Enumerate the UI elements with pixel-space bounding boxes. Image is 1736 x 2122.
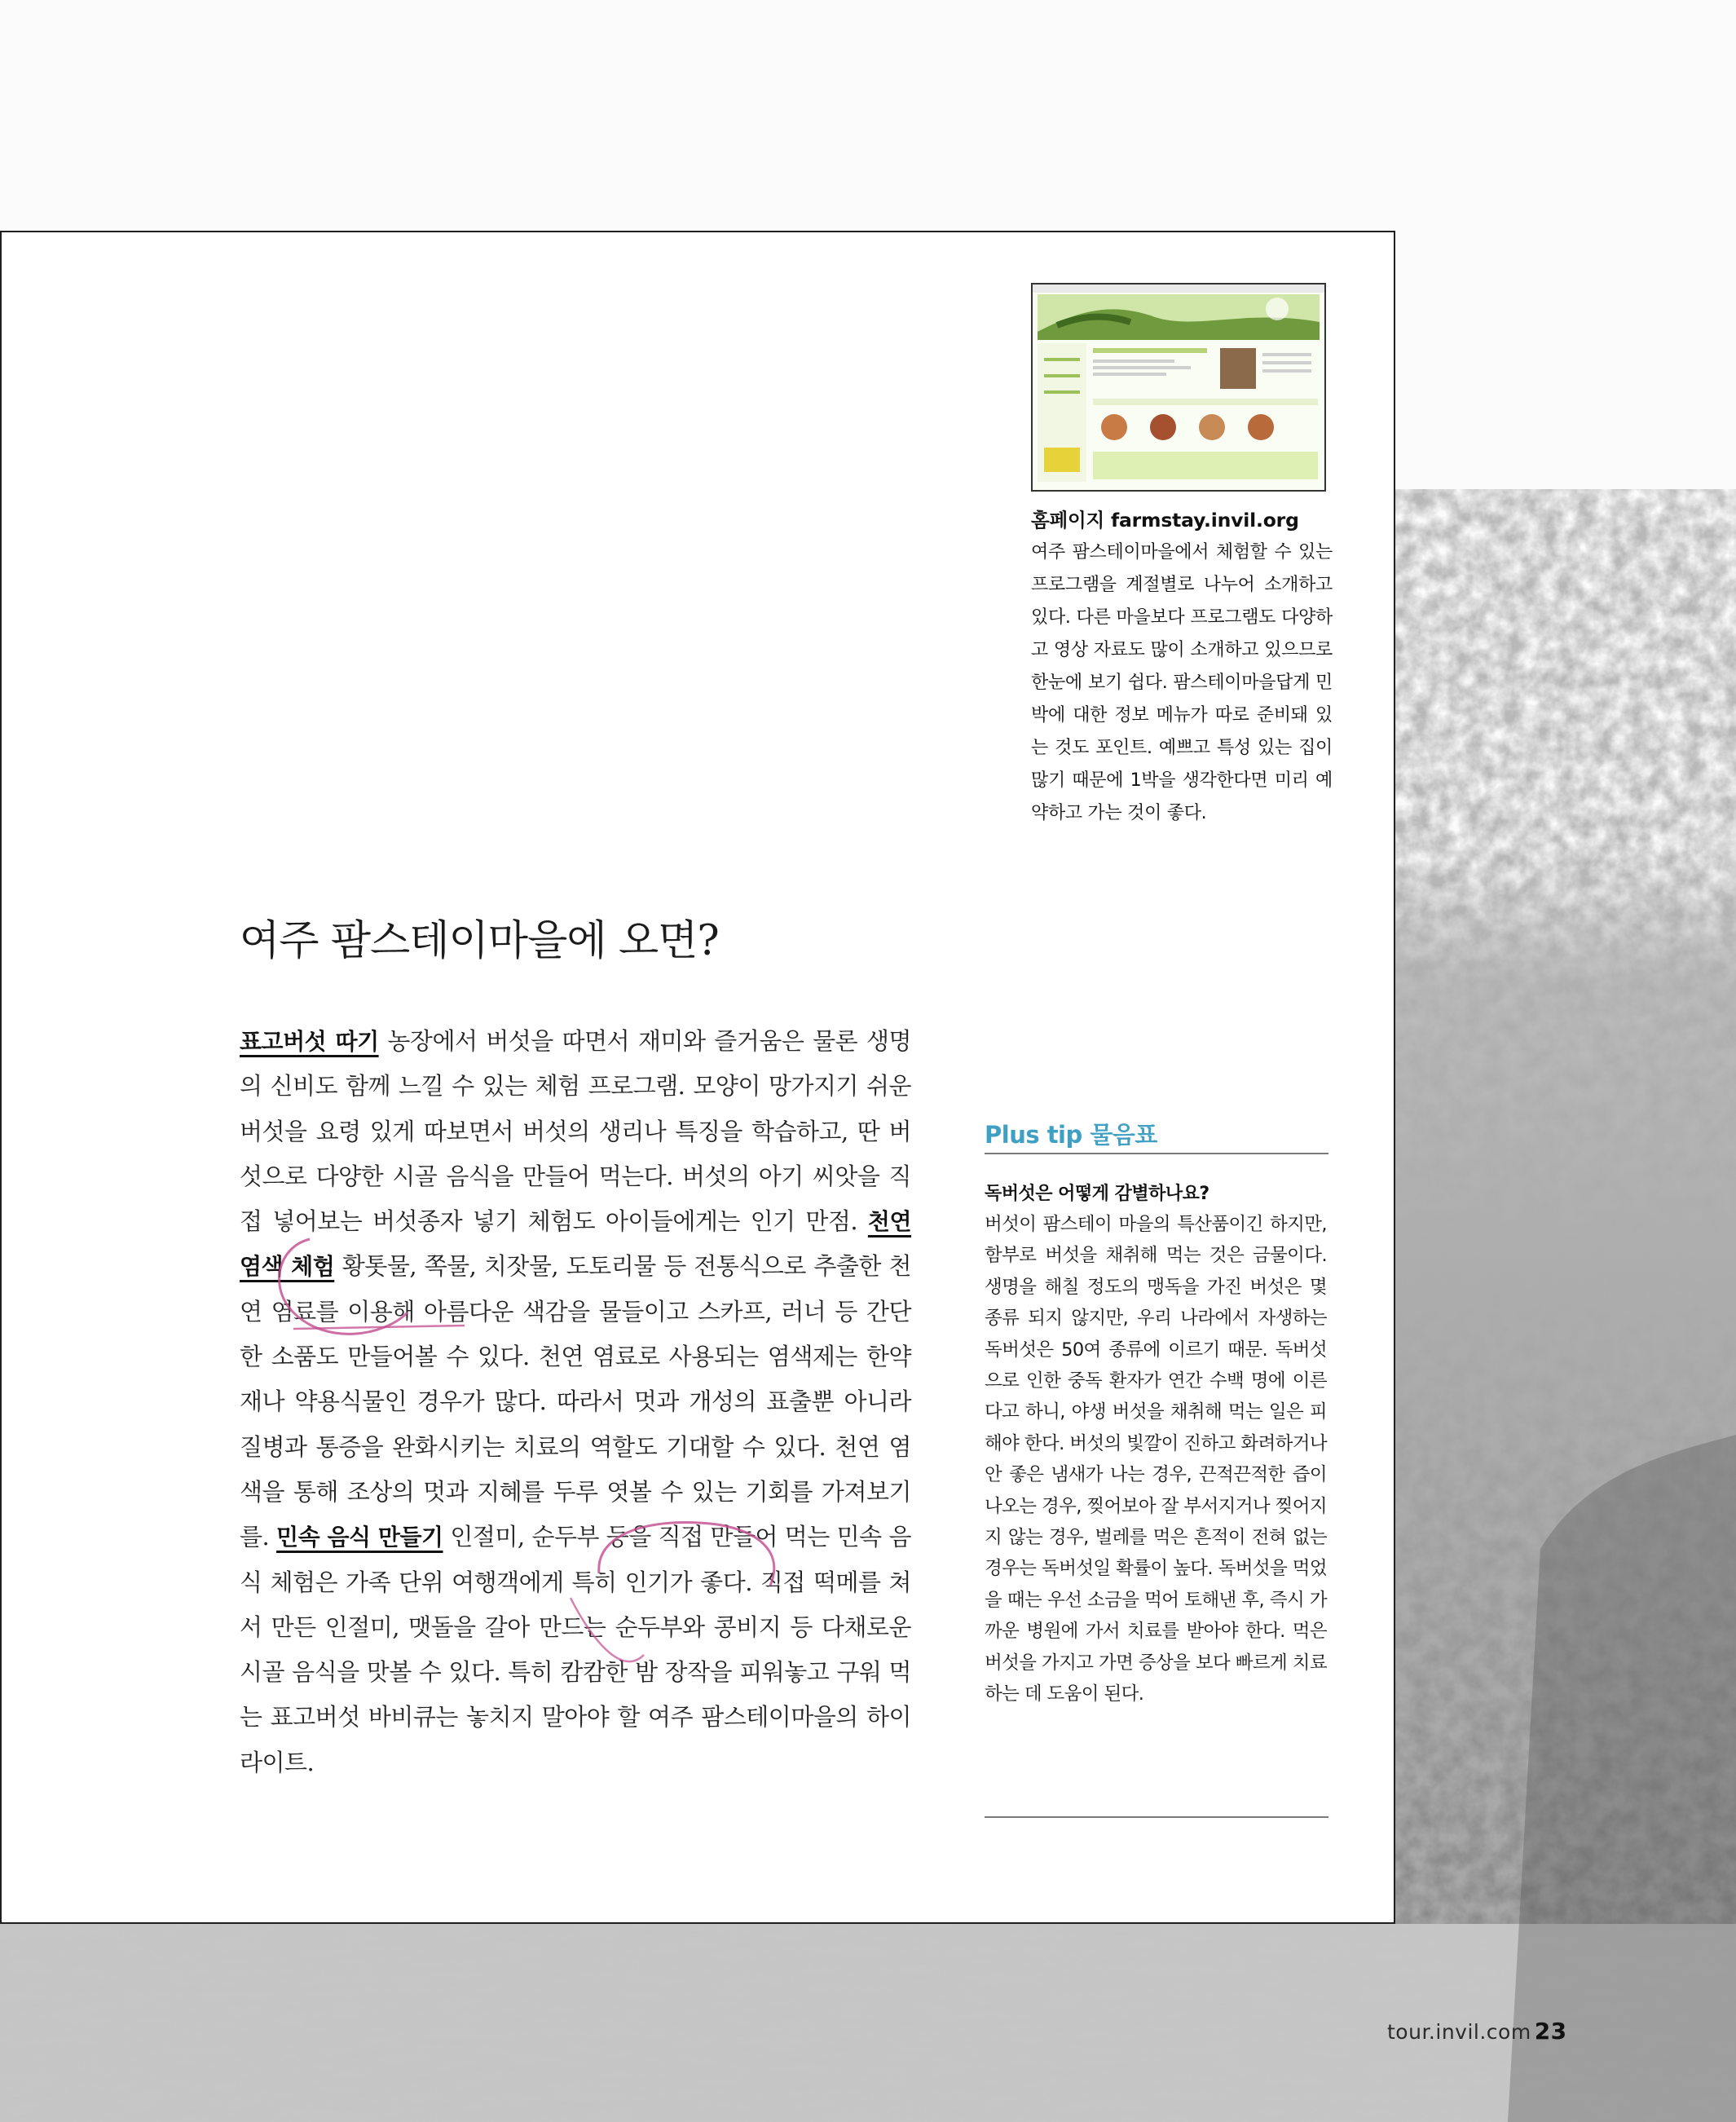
lead-mushroom: 표고버섯 따기: [240, 1028, 379, 1055]
tip-question: 독버섯은 어떻게 감별하나요?: [985, 1184, 1209, 1204]
article-body: [240, 1019, 911, 1785]
text-mushroom: 농장에서 버섯을 따면서 재미와 즐거움은 물론 생명의 신비도 함께 느낄 수 있는 체험 프로그램. 모양이 망가지기 쉬운 버섯을 요령 있게 따보면서 버섯의 생리나 특징을 학습하고, 딴 버섯으로 다양한 시골 음식을 만들어 먹는다. 버섯의 아기 씨앗을 직접 넣어보는 버섯종자 넣기 체험도 아이들에게는 인기 만점.: [240, 1027, 911, 1236]
lead-natural-dye: 천연 염색 체험: [240, 1208, 911, 1281]
plus-tip-label: Plus tip: [985, 1121, 1082, 1149]
homepage-text: 여주 팜스테이마을에서 체험할 수 있는 프로그램을 계절별로 나누어 소개하고 있다. 다른 마을보다 프로그램도 다양하고 영상 자료도 많이 소개하고 있으므로 한눈에 보기 쉽다. 팜스테이마을답게 민박에 대한 정보 메뉴가 따로 준비돼 있는 것도 포인트. 예쁘고 특성 있는 집이 많기 때문에 1박을 생각한다면 미리 예약하고 가는 것이 좋다.: [1031, 542, 1333, 823]
lead-folk-food: 민속 음식 만들기: [276, 1524, 443, 1551]
text-folk-food: 인절미, 순두부 등을 직접 만들어 먹는 민속 음식 체험은 가족 단위 여행객에게 특히 인기가 좋다. 직접 떡메를 쳐서 만든 인절미, 맷돌을 갈아 만드는 순두부와 콩비지 등 다채로운 시골 음식을 맛볼 수 있다. 특히 캄캄한 밤 장작을 피워놓고 구워 먹는 표고버섯 바비큐는 놓치지 말아야 할 여주 팜스테이마을의 하이라이트.: [240, 1523, 911, 1776]
homepage-screenshot: [1031, 283, 1326, 492]
tip-divider: [985, 1816, 1328, 1818]
homepage-title: 홈페이지 farmstay.invil.org: [1031, 509, 1299, 532]
plus-tip-label-ko: 물음표: [1090, 1121, 1157, 1149]
text-natural-dye: 황톳물, 쪽물, 치잣물, 도토리물 등 전통식으로 추출한 천연 염료를 이용해 아름다운 색감을 물들이고 스카프, 러너 등 간단한 소품도 만들어볼 수 있다. 천연 염료로 사용되는 염색제는 한약재나 약용식물인 경우가 많다. 따라서 멋과 개성의 표출뿐 아니라 질병과 통증을 완화시키는 치료의 역할도 기대할 수 있다. 천연 염색을 통해 조상의 멋과 지혜를 두루 엿볼 수 있는 기회를 가져보기를.: [240, 1252, 911, 1551]
homepage-info: [1031, 504, 1333, 830]
tip-answer: 버섯이 팜스테이 마을의 특산품이긴 하지만, 함부로 버섯을 채취해 먹는 것은 금물이다. 생명을 해칠 정도의 맹독을 가진 버섯은 몇 종류 되지 않지만, 우리 나라에서 자생하는 독버섯은 50여 종류에 이르기 때문. 독버섯으로 인한 중독 환자가 연간 수백 명에 이른다고 하니, 야생 버섯을 채취해 먹는 일은 피해야 한다. 버섯의 빛깔이 진하고 화려하거나 안 좋은 냄새가 나는 경우, 끈적끈적한 즙이 나오는 경우, 찢어보아 잘 부서지거나 찢어지지 않는 경우, 벌레를 먹은 흔적이 전혀 없는 경우는 독버섯일 확률이 높다. 독버섯을 먹었을 때는 우선 소금을 먹어 토해낸 후, 즉시 가까운 병원에 가서 치료를 받아야 한다. 먹은 버섯을 가지고 가면 증상을 보다 빠르게 치료하는 데 도움이 된다.: [985, 1214, 1327, 1705]
footer-site: tour.invil.com: [1387, 2020, 1531, 2044]
page-number: 23: [1534, 2018, 1567, 2045]
plus-tip-header: [985, 1117, 1328, 1154]
article-title: 여주 팜스테이마을에 오면?: [240, 917, 719, 965]
page-footer: [1387, 2018, 1567, 2045]
